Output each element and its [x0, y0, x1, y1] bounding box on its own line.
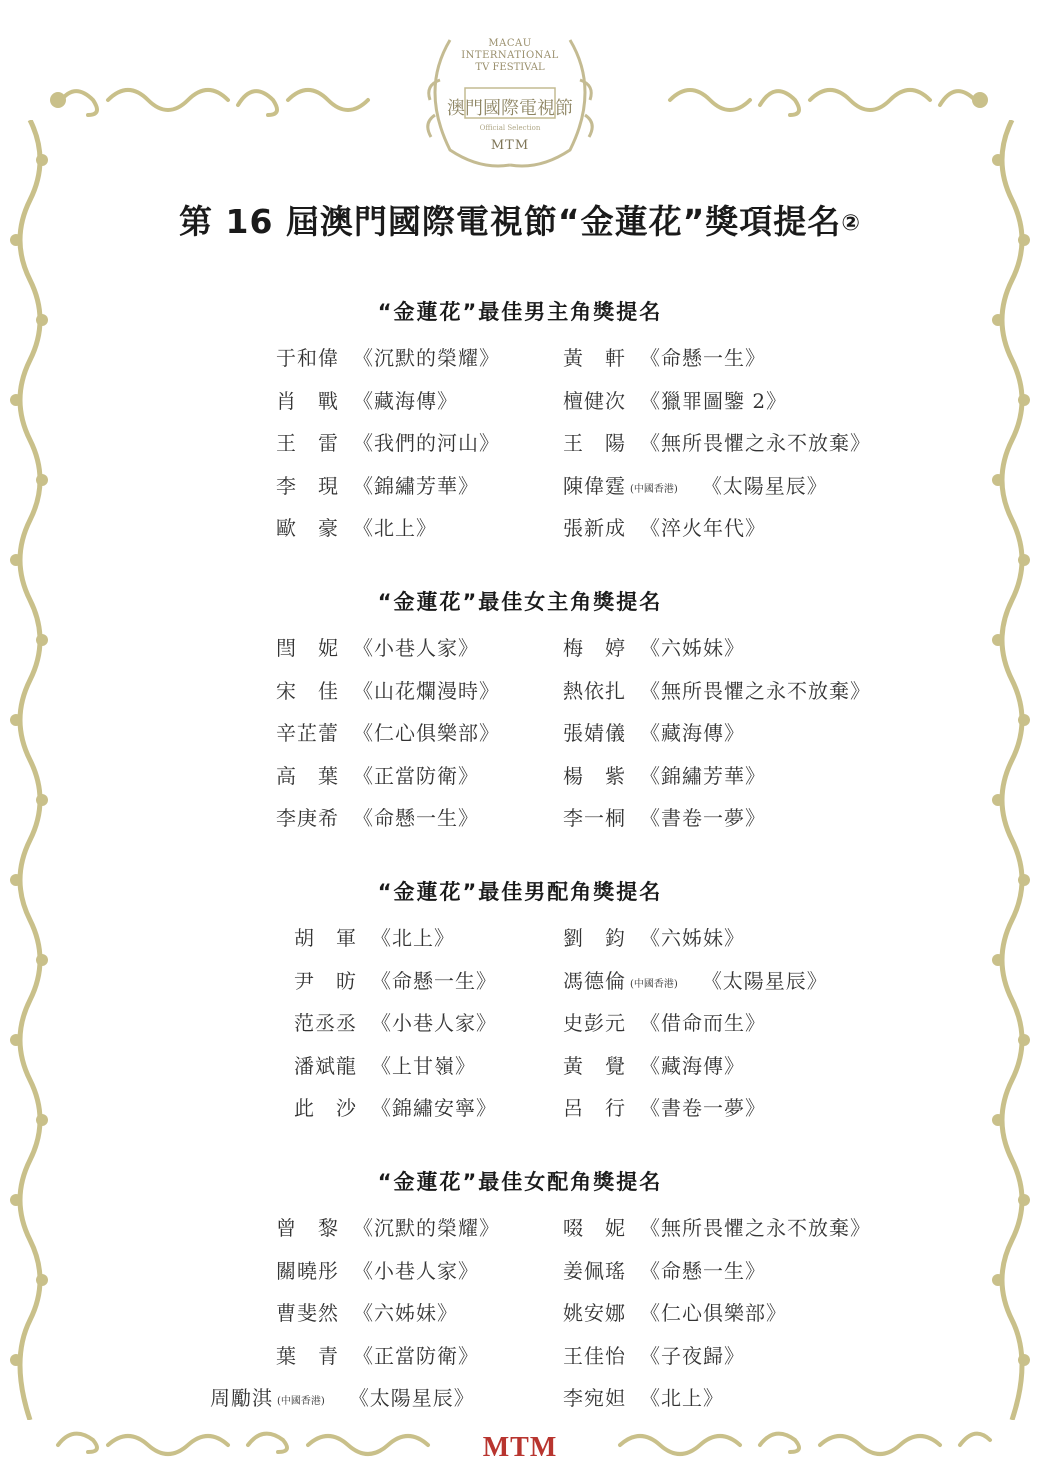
nominee-name: 李庚希 [276, 806, 339, 830]
nominated-work: 《山花爛漫時》 [353, 678, 500, 703]
nominated-work: 《太陽星辰》 [701, 473, 828, 498]
nominee-name: 胡 軍 [294, 926, 357, 950]
nominee-entry [276, 385, 458, 414]
nominated-work: 《正當防衛》 [353, 1343, 479, 1368]
nominee-entry [563, 1255, 766, 1284]
nominee-entry [276, 427, 500, 456]
nominee-name: 王佳怡 [563, 1343, 626, 1368]
nominated-work: 《藏海傳》 [353, 388, 458, 413]
nominee-name: 周勵淇 [210, 1386, 273, 1410]
nominated-work: 《命懸一生》 [640, 346, 766, 370]
nominee-name: 王 陽 [563, 431, 626, 455]
nominee-region: (中國香港) [277, 1396, 325, 1407]
page-number-mark: ② [841, 211, 861, 236]
nominee-entry [210, 1382, 475, 1411]
nominated-work: 《書卷一夢》 [640, 1096, 766, 1120]
nominee-region: (中國香港) [630, 978, 678, 990]
nominee-name: 啜 妮 [563, 1216, 626, 1240]
nominee-name: 關曉彤 [276, 1258, 339, 1283]
emblem-line-macau: MACAU [488, 38, 532, 49]
nominee-entry [294, 922, 455, 951]
nominee-entry [563, 427, 871, 456]
nominee-entry [276, 760, 479, 789]
emblem-official-selection: Official Selection [479, 124, 541, 132]
emblem-mtm: MTM [490, 138, 530, 153]
top-right-scroll-ornament [660, 70, 990, 130]
nominated-work: 《命懸一生》 [353, 806, 479, 830]
nominated-work: 《錦繡安寧》 [371, 1096, 497, 1120]
nominee-name: 劉 鈞 [563, 926, 626, 950]
nominee-name: 黃 軒 [563, 346, 626, 370]
nominee-region: (中國香港) [630, 483, 678, 495]
nominee-name: 葉 青 [276, 1343, 339, 1368]
nominee-name: 陳偉霆 [563, 473, 626, 498]
nominee-entry [276, 675, 500, 704]
nominated-work: 《太陽星辰》 [701, 968, 828, 993]
nominee-entry [276, 512, 437, 541]
nominee-name: 潘斌龍 [294, 1053, 357, 1078]
nominee-entry [563, 1007, 766, 1036]
nominee-entry [294, 1007, 497, 1036]
nominee-name: 檀健次 [563, 388, 626, 413]
nominated-work: 《無所畏懼之永不放棄》 [640, 431, 871, 455]
nominee-name: 張婧儀 [563, 721, 626, 745]
emblem-chinese-name: 澳門國際電視節 [447, 98, 573, 119]
nominee-name: 辛芷蕾 [276, 721, 339, 745]
emblem-line-international: INTERNATIONAL [461, 50, 559, 61]
nominated-work: 《書卷一夢》 [640, 806, 766, 830]
nominee-entry [563, 922, 745, 951]
nominee-entry [294, 1092, 497, 1121]
nominee-entry [563, 1212, 871, 1241]
nominee-entry [276, 1212, 500, 1241]
nominee-entry [563, 760, 766, 789]
section-heading: “金蓮花”最佳男主角獎提名 [377, 300, 663, 324]
nominee-entry [563, 1340, 745, 1369]
nominated-work: 《錦繡芳華》 [640, 763, 766, 788]
nominee-name: 張新成 [563, 516, 626, 540]
nominee-entry [276, 1255, 479, 1284]
nominee-name: 史彭元 [563, 1011, 626, 1035]
nominee-name: 王 雷 [276, 431, 339, 455]
nominated-work: 《藏海傳》 [640, 1053, 745, 1078]
nominee-name: 于和偉 [276, 346, 339, 370]
nominee-name: 呂 行 [563, 1096, 626, 1120]
nominee-entry [563, 632, 745, 661]
nominee-entry [563, 717, 745, 746]
nominee-name: 曾 黎 [276, 1216, 339, 1240]
nominee-entry [563, 512, 766, 541]
nominee-entry [563, 1297, 787, 1326]
nominated-work: 《小巷人家》 [353, 636, 479, 660]
nominee-entry [563, 965, 828, 994]
nominated-work: 《命懸一生》 [371, 968, 497, 993]
nominee-entry [294, 965, 497, 994]
nominee-entry [563, 1382, 724, 1411]
nominated-work: 《無所畏懼之永不放棄》 [640, 1216, 871, 1240]
nominated-work: 《正當防衛》 [353, 763, 479, 788]
nominee-entry [276, 717, 500, 746]
nominated-work: 《藏海傳》 [640, 721, 745, 745]
nominated-work: 《無所畏懼之永不放棄》 [640, 678, 871, 703]
nominated-work: 《借命而生》 [640, 1011, 766, 1035]
nominee-name: 馮德倫 [563, 968, 626, 993]
nominee-name: 姚安娜 [563, 1301, 626, 1325]
nominee-entry [563, 1050, 745, 1079]
nominated-work: 《獵罪圖鑒 2》 [640, 388, 788, 413]
nominee-name: 黃 覺 [563, 1053, 626, 1078]
nominee-name: 姜佩瑤 [563, 1258, 626, 1283]
nominee-name: 此 沙 [294, 1096, 357, 1120]
nominated-work: 《錦繡芳華》 [353, 473, 479, 498]
nominee-name: 范丞丞 [294, 1011, 357, 1035]
nominee-name: 肖 戰 [276, 388, 339, 413]
section-heading: “金蓮花”最佳女配角獎提名 [377, 1170, 663, 1194]
nominee-entry [276, 342, 500, 371]
nominated-work: 《仁心俱樂部》 [640, 1301, 787, 1325]
nominee-entry [563, 1092, 766, 1121]
section-heading: “金蓮花”最佳男配角獎提名 [377, 880, 663, 904]
nominee-name: 李宛妲 [563, 1386, 626, 1410]
nominee-name: 歐 豪 [276, 516, 339, 540]
section-heading: “金蓮花”最佳女主角獎提名 [377, 590, 663, 614]
nominated-work: 《命懸一生》 [640, 1258, 766, 1283]
footer-logo: MTM [482, 1432, 558, 1463]
nominated-work: 《上甘嶺》 [371, 1053, 476, 1078]
nominee-entry [276, 1297, 458, 1326]
nominated-work: 《六姊妹》 [640, 926, 745, 950]
nominated-work: 《六姊妹》 [640, 636, 745, 660]
nominee-entry [563, 802, 766, 831]
nominee-entry [294, 1050, 476, 1079]
nominee-name: 李 現 [276, 473, 339, 498]
nominated-work: 《沉默的榮耀》 [353, 1216, 500, 1240]
nominated-work: 《六姊妹》 [353, 1301, 458, 1325]
emblem-line-tv-festival: TV FESTIVAL [475, 62, 545, 73]
nominated-work: 《小巷人家》 [371, 1011, 497, 1035]
nominated-work: 《淬火年代》 [640, 516, 766, 540]
nominated-work: 《北上》 [640, 1386, 724, 1410]
nominated-work: 《子夜歸》 [640, 1343, 745, 1368]
nominee-name: 宋 佳 [276, 678, 339, 703]
nominee-entry [563, 470, 828, 499]
nominee-name: 高 葉 [276, 763, 339, 788]
page-title-text: 第 16 屆澳門國際電視節“金蓮花”獎項提名 [179, 202, 842, 241]
nominated-work: 《太陽星辰》 [348, 1386, 475, 1410]
nominee-entry [276, 802, 479, 831]
nominated-work: 《北上》 [371, 926, 455, 950]
nominee-entry [276, 470, 479, 499]
nominated-work: 《小巷人家》 [353, 1258, 479, 1283]
festival-emblem [410, 20, 610, 180]
top-left-scroll-ornament [48, 70, 388, 130]
nominee-name: 閆 妮 [276, 636, 339, 660]
nominee-name: 熱依扎 [563, 678, 626, 703]
nominee-name: 楊 紫 [563, 763, 626, 788]
nominee-name: 尹 昉 [294, 968, 357, 993]
nominee-entry [276, 632, 479, 661]
nominee-name: 梅 婷 [563, 636, 626, 660]
nominee-name: 李一桐 [563, 806, 626, 830]
nominee-name: 曹斐然 [276, 1301, 339, 1325]
nominee-entry [276, 1340, 479, 1369]
nominated-work: 《仁心俱樂部》 [353, 721, 500, 745]
nominee-entry [563, 342, 766, 371]
page-title [0, 196, 1040, 243]
nominee-entry [563, 675, 871, 704]
nominated-work: 《北上》 [353, 516, 437, 540]
nominee-entry [563, 385, 787, 414]
nominated-work: 《我們的河山》 [353, 431, 500, 455]
nominated-work: 《沉默的榮耀》 [353, 346, 500, 370]
